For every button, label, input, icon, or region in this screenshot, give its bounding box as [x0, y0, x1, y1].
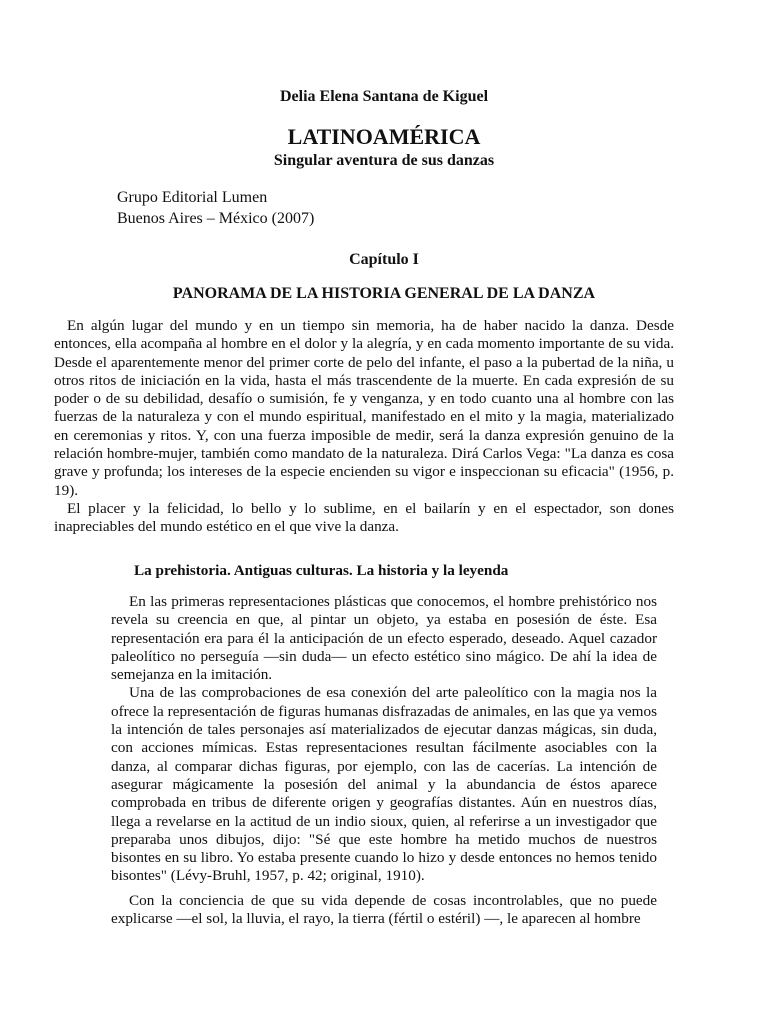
paragraph: En algún lugar del mundo y en un tiempo sin memoria, ha de haber nacido la danza. Desde entonces, ella acompaña al hombre en el dolor y la alegría, y en cada momento importante de su vida. Desde el aparentemente menor del primer corte de pelo del infante, el paso a la pubertad de la niña, u otros ritos de iniciación en la vida, hasta el más trascendente de la muerte. En cada expresión de su poder o de su debilidad, desafío o sumisión, fe y venganza, y en todo cuanto una al hombre con las fuerzas de la naturaleza y con el mundo espiritual, manifestado en el mito y la magia, materializado en ceremonias y ritos. Y, con una fuerza imposible de medir, será la danza expresión genuino de la relación hombre-mujer, también como mandato de la naturaleza. Dirá Carlos Vega: "La danza es cosa grave y profunda; los intereses de la especie encienden su vigor e inspeccionan su eficacia" (1956, p. 19).: [54, 317, 674, 499]
paragraph: El placer y la felicidad, lo bello y lo sublime, en el bailarín y en el espectador, son dones inapreciables del mundo estético en el que vive la danza.: [54, 499, 674, 536]
section-text: [111, 593, 657, 928]
book-subtitle: Singular aventura de sus danzas: [273, 152, 495, 169]
publisher: Grupo Editorial Lumen: [117, 189, 268, 206]
section-heading: La prehistoria. Antiguas culturas. La historia y la leyenda: [134, 562, 509, 579]
chapter-label: Capítulo I: [349, 251, 419, 268]
place-year: Buenos Aires – México (2007): [117, 210, 315, 227]
book-title: LATINOAMÉRICA: [287, 124, 481, 149]
chapter-title: PANORAMA DE LA HISTORIA GENERAL DE LA DANZA: [172, 285, 596, 302]
paragraph: Con la conciencia de que su vida depende de cosas incontrolables, que no puede explicarse —el sol, la lluvia, el rayo, la tierra (fértil o estéril) —, le aparecen al hombre: [111, 891, 657, 928]
paragraph: En las primeras representaciones plásticas que conocemos, el hombre prehistórico nos revela su creencia en que, al pintar un objeto, ya estaba en posesión de éste. Esa representación era para él la anticipación de un efecto esperado, deseado. Aquel cazador paleolítico no perseguía —sin duda— un efecto estético sino mágico. De ahí la idea de semejanza en la imitación.: [111, 593, 657, 684]
author-name: Delia Elena Santana de Kiguel: [279, 88, 489, 105]
intro-text: [54, 317, 674, 537]
paragraph: Una de las comprobaciones de esa conexión del arte paleolítico con la magia nos la ofrece la representación de figuras humanas disfrazadas de animales, en las que ya vemos la intención de tales personajes así materializados de ejecutar danzas mágicas, sin duda, con acciones mímicas. Estas representaciones resultan fácilmente asociables con la danza, al comparar dichas figuras, por ejemplo, con las de cacerías. La intención de asegurar mágicamente la posesión del animal y la abundancia de éstos aparece comprobada en tribus de diferente origen y geografías distantes. Aún en nuestros días, llega a revelarse en la actitud de un indio sioux, quien, al referirse a un investigador que preparaba unos dibujos, dijo: "Sé que este hombre ha metido muchos de nuestros bisontes en su libro. Yo estaba presente cuando lo hizo y desde entonces no hemos tenido bisontes" (Lévy-Bruhl, 1957, p. 42; original, 1910).: [111, 684, 657, 885]
